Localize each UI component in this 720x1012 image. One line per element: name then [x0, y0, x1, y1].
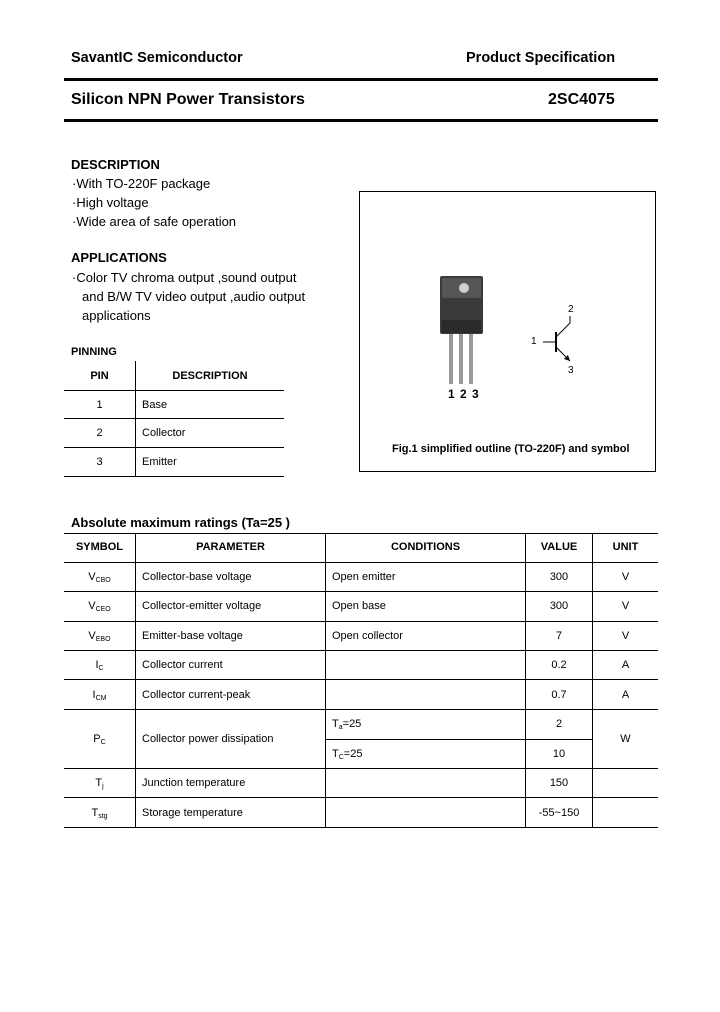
- applications-line: and B/W TV video output ,audio output: [82, 289, 306, 304]
- ratings-unit: W: [620, 733, 631, 745]
- product-line: Silicon NPN Power Transistors: [71, 91, 305, 108]
- ratings-value: 7: [555, 630, 563, 642]
- doc-type: Product Specification: [466, 50, 616, 66]
- ratings-title: Absolute maximum ratings (Ta=25 ): [71, 515, 291, 530]
- header-rule-top: [64, 78, 658, 81]
- ratings-parameter: Collector current: [142, 659, 223, 671]
- ratings-header-parameter: PARAMETER: [196, 541, 265, 553]
- ratings-condition: $T_a=25$: [332, 718, 362, 731]
- ratings-parameter: Collector-emitter voltage: [142, 600, 262, 612]
- ratings-header-value: VALUE: [540, 541, 578, 553]
- ratings-header-unit: UNIT: [612, 541, 639, 553]
- ratings-parameter: Storage temperature: [142, 807, 243, 819]
- ratings-value: 0.2: [551, 659, 567, 671]
- ratings-unit: V: [621, 630, 630, 642]
- pinning-desc: Emitter: [142, 456, 177, 468]
- ratings-symbol: $T_{stg}$: [91, 807, 108, 820]
- company-name: SavantIC Semiconductor: [71, 50, 243, 66]
- ratings-value: 300: [549, 571, 569, 583]
- ratings-condition: Open emitter: [332, 571, 396, 583]
- pinning-pin: 3: [96, 456, 103, 468]
- figure-box: [359, 191, 656, 472]
- pinning-header-description: DESCRIPTION: [172, 370, 248, 382]
- part-number: 2SC4075: [548, 91, 615, 108]
- symbol-pin-2: 2: [568, 304, 574, 315]
- ratings-value: 300: [549, 600, 569, 612]
- ratings-parameter: Collector-base voltage: [142, 571, 252, 583]
- ratings-condition: Open base: [332, 600, 386, 612]
- ratings-symbol: $V_{EBO}$: [88, 630, 111, 643]
- ratings-value: 10: [552, 748, 566, 760]
- ratings-parameter: Emitter-base voltage: [142, 630, 243, 642]
- symbol-pin-1: 1: [531, 336, 537, 347]
- package-outline-image: [360, 192, 657, 473]
- pinning-desc: Collector: [142, 427, 186, 439]
- ratings-value: 150: [549, 777, 569, 789]
- ratings-unit: V: [621, 600, 630, 612]
- ratings-value: 0.7: [551, 689, 567, 701]
- ratings-value: 2: [555, 718, 563, 730]
- ratings-symbol: $T_j$: [95, 777, 104, 790]
- figure-caption: Fig.1 simplified outline (TO-220F) and symbol: [392, 443, 630, 455]
- ratings-unit: V: [621, 571, 630, 583]
- ratings-value: -55~150: [538, 807, 580, 819]
- ratings-condition: $T_C=25$: [332, 748, 363, 761]
- ratings-parameter: Junction temperature: [142, 777, 246, 789]
- pinning-desc: Base: [142, 399, 168, 411]
- pinning-header-pin: PIN: [90, 370, 109, 382]
- ratings-symbol: $I_C$: [95, 659, 104, 672]
- ratings-symbol: $V_{CBO}$: [88, 571, 111, 584]
- ratings-parameter: Collector power dissipation: [142, 733, 274, 745]
- description-item: ·With TO-220F package: [72, 176, 211, 191]
- ratings-symbol: $P_C$: [93, 733, 106, 746]
- pinning-title: PINNING: [71, 346, 117, 358]
- ratings-condition: Open collector: [332, 630, 403, 642]
- pinning-pin: 1: [96, 399, 103, 411]
- applications-title: APPLICATIONS: [71, 250, 167, 265]
- ratings-header-conditions: CONDITIONS: [390, 541, 461, 553]
- package-pin-labels: 1 2 3: [448, 387, 480, 401]
- pinning-pin: 2: [96, 427, 103, 439]
- applications-line: applications: [82, 308, 151, 323]
- description-item: ·Wide area of safe operation: [72, 214, 237, 229]
- ratings-symbol: $I_{CM}$: [92, 689, 107, 702]
- ratings-unit: A: [621, 689, 630, 701]
- ratings-parameter: Collector current-peak: [142, 689, 251, 701]
- applications-line: ·Color TV chroma output ,sound output: [72, 270, 297, 285]
- description-item: ·High voltage: [72, 195, 149, 210]
- ratings-symbol: $V_{CEO}$: [88, 600, 111, 613]
- ratings-header-symbol: SYMBOL: [75, 541, 124, 553]
- header-rule-bottom: [64, 119, 658, 122]
- description-title: DESCRIPTION: [71, 157, 160, 172]
- ratings-unit: A: [621, 659, 630, 671]
- symbol-pin-3: 3: [568, 365, 574, 376]
